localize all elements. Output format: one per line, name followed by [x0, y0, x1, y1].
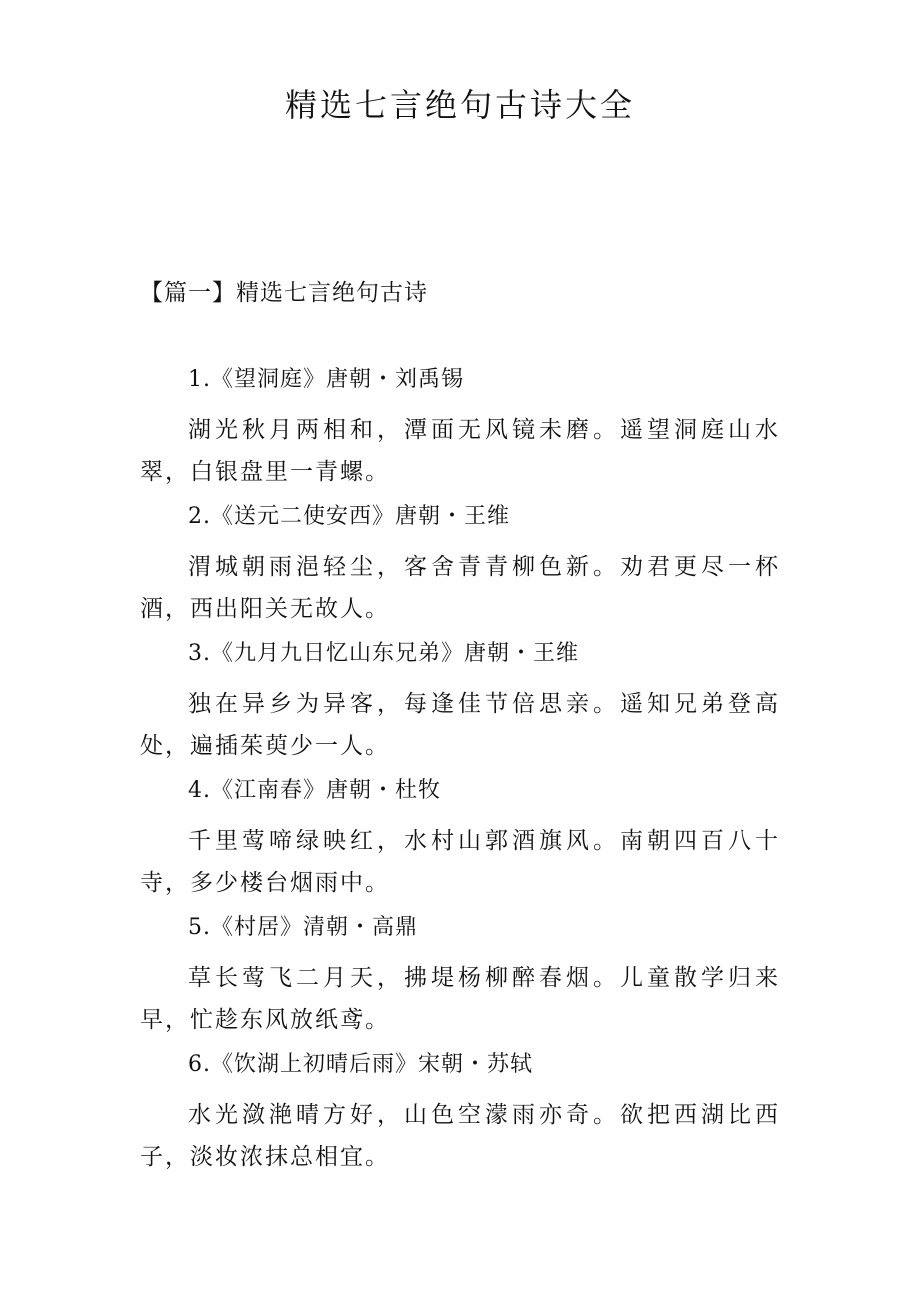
poem-item [140, 910, 780, 1041]
poem-title: 4.《江南春》唐朝・杜牧 [188, 778, 441, 803]
poem-item [140, 636, 780, 767]
poem-text: 草长莺飞二月天，拂堤杨柳醉春烟。儿童散学归来早，忙趁东风放纸鸢。 [140, 965, 780, 1033]
poem-text: 湖光秋月两相和，潭面无风镜未磨。遥望洞庭山水翠，白银盘里一青螺。 [140, 417, 780, 485]
poem-item [140, 499, 780, 630]
poem-item [140, 773, 780, 904]
poem-title: 6.《饮湖上初晴后雨》宋朝・苏轼 [188, 1052, 533, 1077]
poem-item [140, 362, 780, 493]
section-heading: 【篇一】精选七言绝句古诗 [140, 280, 428, 306]
poem-text: 水光潋滟晴方好，山色空濛雨亦奇。欲把西湖比西子，淡妆浓抹总相宜。 [140, 1102, 780, 1170]
poem-title: 5.《村居》清朝・高鼎 [188, 915, 418, 940]
poem-list [140, 362, 780, 1184]
poem-item [140, 1047, 780, 1178]
poem-text: 独在异乡为异客，每逢佳节倍思亲。遥知兄弟登高处，遍插茱萸少一人。 [140, 691, 780, 759]
poem-title: 2.《送元二使安西》唐朝・王维 [188, 504, 510, 529]
poem-title: 3.《九月九日忆山东兄弟》唐朝・王维 [188, 641, 579, 666]
poem-title: 1.《望洞庭》唐朝・刘禹锡 [188, 367, 464, 392]
document-title: 精选七言绝句古诗大全 [284, 86, 635, 124]
poem-text: 渭城朝雨浥轻尘，客舍青青柳色新。劝君更尽一杯酒，西出阳关无故人。 [140, 554, 780, 622]
poem-text: 千里莺啼绿映红，水村山郭酒旗风。南朝四百八十寺，多少楼台烟雨中。 [140, 828, 780, 896]
